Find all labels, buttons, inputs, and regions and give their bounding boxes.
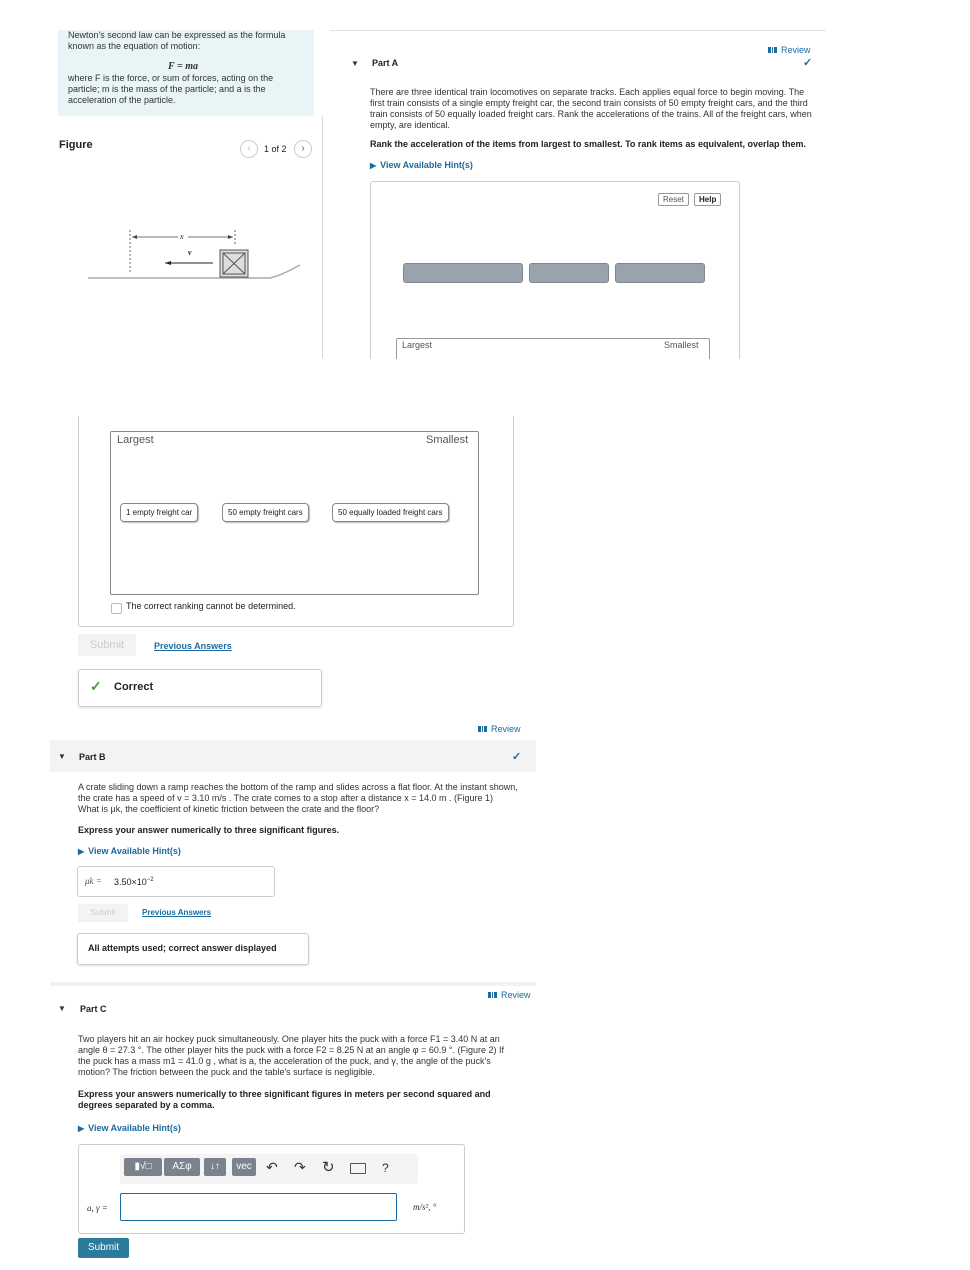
subscript-superscript-button[interactable]: ↓↑: [204, 1158, 226, 1176]
part-c-hint-link[interactable]: ▶ View Available Hint(s): [78, 1123, 181, 1133]
part-a-instruction: Rank the acceleration of the items from largest to smallest. To rank items as equivalent, overlap them.: [370, 139, 806, 149]
info-panel: [58, 30, 314, 116]
x-label: x: [180, 232, 184, 241]
part-c-answer-input[interactable]: [120, 1193, 397, 1221]
part-b-answer-field[interactable]: [77, 866, 275, 897]
info-text-line: Newton's second law can be expressed as the formula: [68, 30, 286, 40]
v-label: v: [188, 248, 192, 257]
cannot-determine-label: The correct ranking cannot be determined.: [126, 601, 296, 611]
part-c-title: Part C: [80, 1004, 107, 1014]
part-a-hint-link[interactable]: ▶ View Available Hint(s): [370, 160, 473, 170]
check-icon: ✓: [512, 751, 522, 763]
triangle-right-icon: ▶: [370, 161, 377, 170]
part-a-title: Part A: [372, 58, 399, 68]
chevron-right-icon: ›: [301, 143, 305, 154]
part-c-instruction: Express your answers numerically to three significant figures in meters per second squared and degrees separated by a comma.: [78, 1089, 491, 1110]
prev-figure-button[interactable]: [240, 140, 258, 158]
vector-button[interactable]: vec: [232, 1158, 256, 1176]
largest-label: Largest: [402, 340, 433, 350]
reset-button[interactable]: Reset: [658, 193, 689, 206]
info-text-line: where F is the force, or sum of forces, acting on the: [68, 73, 274, 83]
help-question-icon[interactable]: ?: [382, 1161, 389, 1175]
rank-chip-1-empty-car[interactable]: 1 empty freight car: [120, 503, 198, 522]
part-a-problem: There are three identical train locomotives on separate tracks. Each applies equal force to begin moving. The first train consists of a single empty freight car, the second train consists of 50 empty freight cars, and the third train consists of 50 equally loaded freight cars. Rank the accelerations of the trains. All of the freight cars, when empty, are identical.: [370, 87, 812, 130]
chevron-left-icon: ‹: [247, 143, 251, 154]
part-c-answer-label: a, γ =: [87, 1203, 108, 1213]
part-b-answer-value: $3.50\times 10^{-2}$: [114, 877, 154, 887]
help-button[interactable]: Help: [694, 193, 721, 206]
info-text-line: acceleration of the particle.: [68, 95, 176, 105]
collapse-triangle-icon[interactable]: ▼: [58, 752, 66, 761]
fraction-sqrt-icon: ▮√□: [134, 1161, 152, 1172]
next-figure-button[interactable]: [294, 140, 312, 158]
info-text-line: known as the equation of motion:: [68, 41, 201, 51]
collapse-triangle-icon[interactable]: ▼: [351, 59, 359, 68]
review-link[interactable]: Review: [488, 990, 531, 1000]
part-b-result: All attempts used; correct answer displayed: [88, 943, 277, 953]
book-icon: [488, 992, 497, 998]
ranking-drop-area[interactable]: [396, 338, 710, 359]
rank-chip-50-empty-cars[interactable]: 50 empty freight cars: [222, 503, 309, 522]
greek-symbols-button[interactable]: ΑΣφ: [164, 1158, 200, 1176]
book-icon: [478, 726, 487, 732]
redo-icon[interactable]: ↷: [294, 1159, 306, 1175]
check-icon: ✓: [803, 57, 813, 69]
triangle-right-icon: ▶: [78, 1124, 85, 1133]
part-b-title: Part B: [79, 752, 106, 762]
reset-icon[interactable]: ↻: [322, 1159, 335, 1176]
divider: [50, 982, 536, 986]
ranking-item-slot[interactable]: [615, 263, 705, 283]
info-text-line: particle; m is the mass of the particle; and a is the: [68, 84, 266, 94]
check-icon: ✓: [90, 678, 102, 694]
triangle-right-icon: ▶: [78, 847, 85, 856]
part-b-header[interactable]: [50, 740, 536, 772]
collapse-triangle-icon[interactable]: ▼: [58, 1004, 66, 1013]
keyboard-icon[interactable]: [350, 1163, 366, 1174]
rank-chip-50-loaded-cars[interactable]: 50 equally loaded freight cars: [332, 503, 449, 522]
ranking-item-slot[interactable]: [529, 263, 609, 283]
crate-figure: [80, 222, 310, 286]
review-link[interactable]: Review: [478, 724, 521, 734]
part-a-result: Correct: [114, 681, 154, 693]
part-b-submit-button[interactable]: Submit: [78, 904, 128, 922]
smallest-label: Smallest: [664, 340, 699, 350]
figure-label: Figure: [59, 139, 93, 151]
part-a-previous-answers-link[interactable]: Previous Answers: [154, 641, 232, 651]
figure-pager: 1 of 2: [264, 144, 287, 154]
part-a-submit-button[interactable]: Submit: [78, 634, 136, 656]
ranking-item-slot[interactable]: [403, 263, 523, 283]
part-c-units: m/s², °: [413, 1202, 437, 1212]
part-b-instruction: Express your answer numerically to three significant figures.: [78, 825, 340, 835]
templates-button[interactable]: [124, 1158, 162, 1176]
part-b-problem: A crate sliding down a ramp reaches the bottom of the ramp and slides across a flat floor. At the instant shown, the crate has a speed of v = 3.10 m/s . The crate comes to a stop after a distance x = 14.0 m . (Figure 1) What is μk, the coefficient of kinetic friction between the crate and the floor?: [78, 782, 518, 814]
undo-icon[interactable]: ↶: [266, 1159, 278, 1175]
smallest-label: Smallest: [426, 434, 469, 446]
part-c-problem: Two players hit an air hockey puck simultaneously. One player hits the puck with a force F1 = 3.40 N at an angle θ = 27.3 °. The other player hits the puck with a force F2 = 8.25 N at an angle φ = 60.9 °. (Figure 2) If the puck has a mass m1 = 41.0 g , what is a, the acceleration of the puck, and γ, the angle of the puck's motion? The friction between the puck and the table's surface is negligible.: [78, 1034, 505, 1077]
formula: F = ma: [168, 61, 198, 72]
part-c-submit-button[interactable]: Submit: [78, 1238, 129, 1258]
largest-label: Largest: [117, 434, 154, 446]
part-b-hint-link[interactable]: ▶ View Available Hint(s): [78, 846, 181, 856]
part-b-answer-label: μk =: [85, 876, 102, 886]
book-icon: [768, 47, 777, 53]
review-link[interactable]: Review: [768, 45, 811, 55]
cannot-determine-checkbox[interactable]: [111, 603, 122, 614]
divider: [330, 30, 826, 31]
part-b-previous-answers-link[interactable]: Previous Answers: [142, 908, 212, 917]
